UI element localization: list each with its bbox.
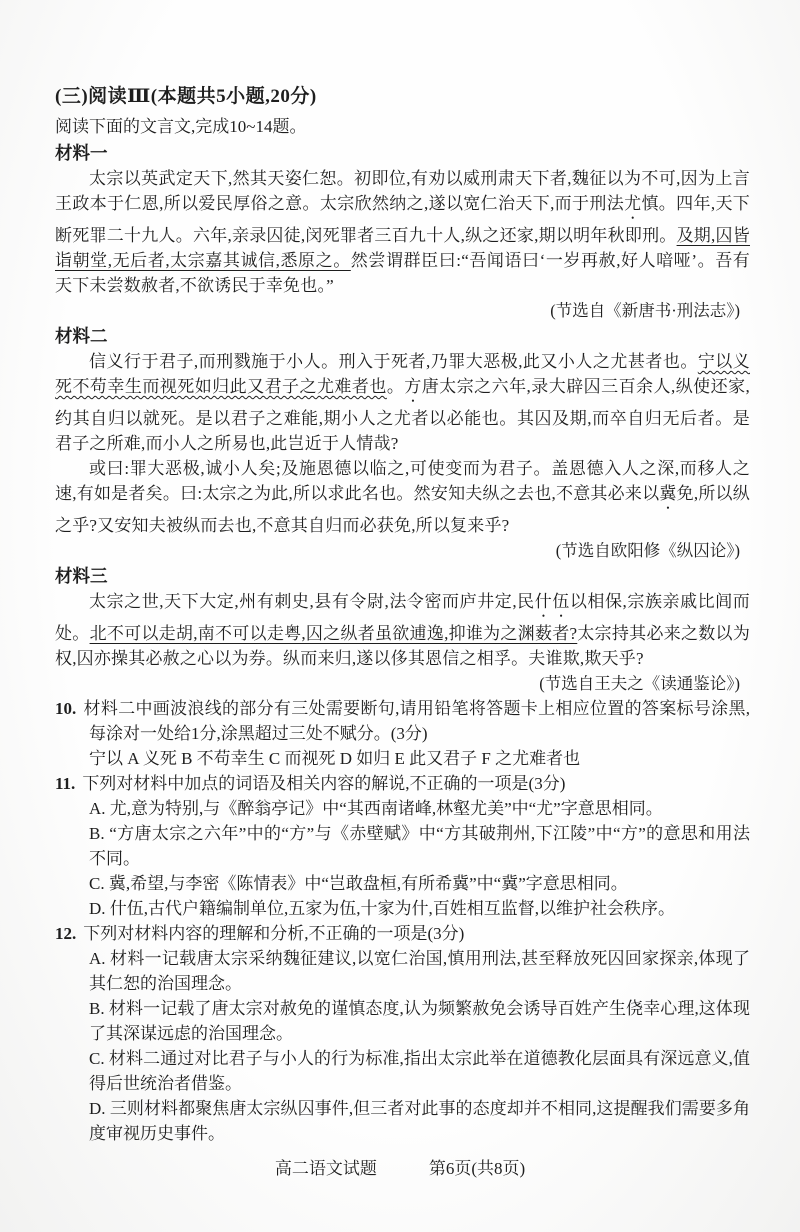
text-run-normal: 或曰:罪大恶极,诚小人矣;及施恩德以临之,可使变而为君子。盖恩德入人之深,而移人之速,有如是者矣。曰:太宗之为此,所以求此名也。然安知夫纵之去也,不意其必来以 [55,459,750,503]
text-run-underline: 及期,囚皆诣朝堂,无后者,太宗嘉其诚信,悉原之。 [55,226,750,270]
section-title: (三)阅读Ⅲ(本题共5小题,20分) [55,86,317,107]
option: B. “方唐太宗之六年”中的“方”与《赤壁赋》中“方其破荆州,下江陵”中“方”的意思和用法不同。 [89,824,750,868]
text-run-normal: 太宗持其必来之数以为权,囚亦操其必赦之心以为券。纵而来归,遂以侈其恩信之相孚。夫谁欺,欺天乎? [55,624,751,668]
material-3-source: (节选自王夫之《读通鉴论》) [539,674,740,693]
question-10 [55,696,750,771]
option: D. 什伍,古代户籍编制单位,五家为伍,十家为什,百姓相互监督,以维护社会秩序。 [89,899,676,918]
question-10-answer-line: 宁以 A 义死 B 不苟幸生 C 而视死 D 如归 E 此又君子 F 之尤难者也 [89,749,581,768]
question-12-stem [55,921,750,946]
text-run-dot: 方 [404,377,422,396]
text-run-dot: 尤 [624,194,642,213]
question-11-options [55,796,750,921]
page-content [55,84,750,1146]
question-10-stem-text: 材料二中画波浪线的部分有三处需要断句,请用铅笔将答题卡上相应位置的答案标号涂黑,每涂对一处给1分,涂黑超过三处不赋分。(3分) [83,699,750,743]
material-2-paragraph-2 [55,456,750,538]
question-10-stem [55,696,750,746]
material-3-paragraph-1 [55,589,750,671]
text-run-dot: 冀 [659,484,677,503]
text-run-normal: 太宗之世,天下大定,州有刺史,县有令尉,法令密而庐井定,民 [89,592,535,611]
question-11-stem-text: 下列对材料中加点的词语及相关内容的解说,不正确的一项是(3分) [82,774,566,793]
option: A. 尤,意为特别,与《醉翁亭记》中“其西南诸峰,林壑尤美”中“尤”字意思相同。 [89,799,663,818]
text-run-underline: 北不可以走胡,南不可以走粤,囚之纵者虽欲逋逸,抑谁为之渊薮者? [89,624,578,643]
footer-page-number: 第6页(共8页) [428,1159,526,1178]
material-1-paragraph-1 [55,166,750,298]
text-run-dot: 什伍 [534,592,570,611]
option: A. 材料一记载唐太宗采纳魏征建议,以宽仁治国,慎用刑法,甚至释放死囚回家探亲,体现了其仁恕的治国理念。 [89,949,750,993]
question-12-options [55,946,750,1146]
footer-exam-title: 高二语文试题 [274,1159,377,1178]
material-2-source: (节选自欧阳修《纵囚论》) [555,541,740,560]
material-3-label: 材料三 [55,566,108,586]
question-12-stem-text: 下列对材料内容的理解和分析,不正确的一项是(3分) [83,924,465,943]
question-11-number: 11. [55,774,76,793]
material-2-label: 材料二 [55,326,108,346]
text-run-normal: 然尝谓群臣曰:“吾闻语曰‘一岁再赦,好人喑哑’。吾有天下未尝数赦者,不欲诱民于幸免也。” [55,251,750,295]
question-10-number: 10. [55,699,77,718]
material-1-label: 材料一 [55,143,108,163]
question-11-stem [55,771,750,796]
question-11 [55,771,750,921]
text-run-normal: 以相保,宗族亲戚比闾而处。 [55,592,750,643]
question-12-number: 12. [55,924,77,943]
text-run-normal: 。 [386,377,405,396]
page-footer [0,1156,800,1181]
option: C. 材料二通过对比君子与小人的行为标准,指出太宗此举在道德教化层面具有深远意义,值得后世统治者借鉴。 [89,1049,750,1093]
text-run-wavy: 宁以义死不苟幸生而视死如归此又君子之尤难者也 [55,352,750,396]
option: D. 三则材料都聚焦唐太宗纵囚事件,但三者对此事的态度却并不相同,这提醒我们需要多角度审视历史事件。 [89,1099,750,1143]
material-1-source: (节选自《新唐书·刑法志》) [550,301,740,320]
question-12 [55,921,750,1146]
text-run-normal: 免,所以纵之乎?又安知夫被纵而去也,不意其自归而必获免,所以复来乎? [55,484,750,535]
text-run-normal: 信义行于君子,而刑戮施于小人。刑入于死者,乃罪大恶极,此又小人之尤甚者也。 [89,352,698,371]
text-run-normal: 唐太宗之六年,录大辟囚三百余人,纵使还家,约其自归以就死。是以君子之难能,期小人之尤者以必能也。其囚及期,而卒自归无后者。是君子之所难,而小人之所易也,此岂近于人情哉? [55,377,750,453]
option: C. 冀,希望,与李密《陈情表》中“岂敢盘桓,有所希冀”中“冀”字意思相同。 [89,874,628,893]
material-2-paragraph-1 [55,349,750,456]
option: B. 材料一记载了唐太宗对赦免的谨慎态度,认为频繁赦免会诱导百姓产生侥幸心理,这体现了其深谋远虑的治国理念。 [89,999,750,1043]
text-run-normal: 太宗以英武定天下,然其天姿仁恕。初即位,有劝以威刑肃天下者,魏征以为不可,因为上言王政本于仁恩,所以爱民厚俗之意。太宗欣然纳之,遂以宽仁治天下,而于刑法 [55,169,750,213]
intro-line: 阅读下面的文言文,完成10~14题。 [55,117,307,136]
text-run-normal: 慎。四年,天下断死罪二十九人。六年,亲录囚徒,闵死罪者三百九十人,纵之还家,期以明年秋即刑。 [55,194,751,245]
